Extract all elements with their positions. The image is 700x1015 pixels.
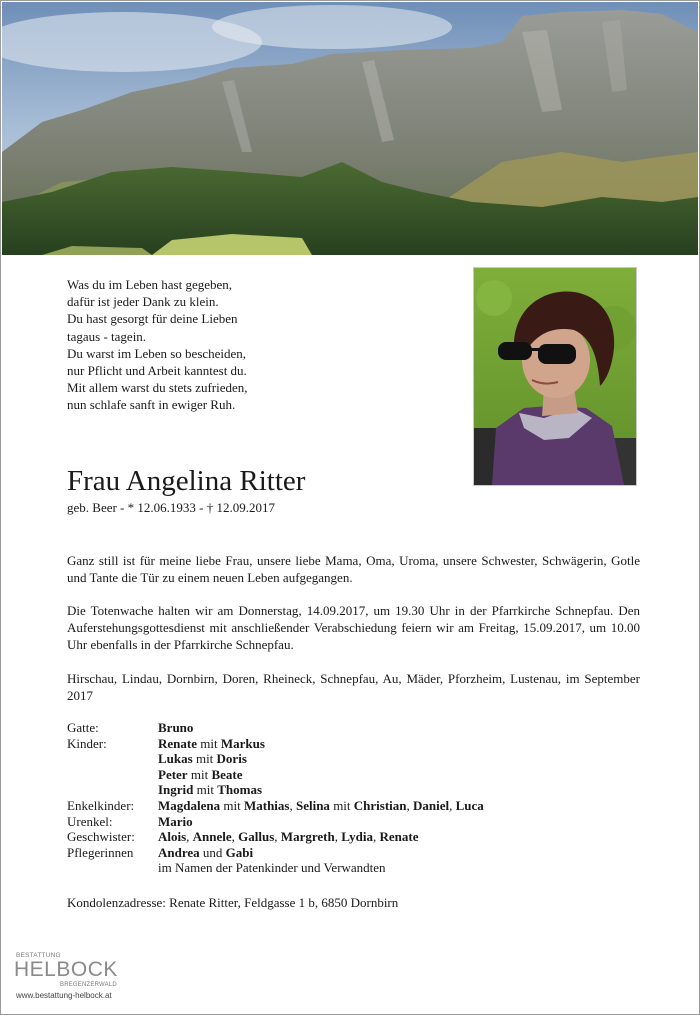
family-members xyxy=(158,720,193,736)
family-member-name: Gabi xyxy=(225,844,254,860)
family-connector: mit xyxy=(187,766,212,782)
family-relation-label: Gatte: xyxy=(67,720,99,735)
family-relation-label: Kinder: xyxy=(67,735,107,751)
family-member-name: Christian xyxy=(353,797,407,813)
family-relation-label xyxy=(67,751,158,767)
family-connector: , xyxy=(231,829,239,845)
family-relation-label: Pflegerinnen xyxy=(67,844,134,860)
family-member-name: Selina xyxy=(295,797,330,813)
family-member-name: Andrea xyxy=(158,844,200,860)
family-relation-label xyxy=(67,860,158,876)
family-connector: mit xyxy=(220,797,244,813)
family-row xyxy=(67,767,647,783)
funeral-home-logo xyxy=(14,952,118,1004)
family-members xyxy=(158,782,262,798)
family-connector: , xyxy=(289,797,296,813)
family-members xyxy=(158,845,253,861)
family-member-name: Margreth xyxy=(280,829,335,845)
poem-line: Du hast gesorgt für deine Lieben xyxy=(67,311,238,327)
family-row xyxy=(67,860,647,876)
poem xyxy=(67,276,447,414)
poem-line: Du warst im Leben so bescheiden, xyxy=(67,345,247,361)
family-connector: im Namen der Patenkinder und Verwandten xyxy=(158,860,386,876)
family-members xyxy=(158,798,484,814)
portrait-photo xyxy=(473,267,637,486)
family-member-name: Mario xyxy=(158,813,193,829)
family-member-name: Peter xyxy=(158,766,188,782)
family-connector: mit xyxy=(193,782,218,798)
family-members xyxy=(158,751,247,767)
poem-line: dafür ist jeder Dank zu klein. xyxy=(67,294,219,310)
logo-region: BREGENZERWALD xyxy=(60,982,117,988)
poem-line: Was du im Leben hast gegeben, xyxy=(67,277,233,292)
family-member-name: Lukas xyxy=(158,751,193,767)
family-relation-label xyxy=(67,782,158,798)
family-members xyxy=(158,736,265,752)
family-member-name: Doris xyxy=(216,751,247,767)
family-list xyxy=(67,720,647,876)
family-row xyxy=(67,782,647,798)
family-member-name: Ingrid xyxy=(158,782,194,798)
family-member-name: Daniel xyxy=(413,797,450,813)
family-member-name: Luca xyxy=(455,797,484,813)
family-relation-label: Geschwister: xyxy=(67,829,135,845)
family-member-name: Magdalena xyxy=(158,797,221,813)
family-member-name: Renate xyxy=(158,735,197,751)
family-members xyxy=(158,767,242,783)
deceased-dates: geb. Beer - * 12.06.1933 - † 12.09.2017 xyxy=(67,500,275,515)
family-member-name: Markus xyxy=(220,735,265,751)
logo-name: HELBOCK xyxy=(14,958,118,981)
poem-line: nun schlafe sanft in ewiger Ruh. xyxy=(67,397,236,413)
family-member-name: Gallus xyxy=(238,829,275,845)
deceased-name: Frau Angelina Ritter xyxy=(67,465,306,497)
locations-paragraph: Hirschau, Lindau, Dornbirn, Doren, Rheineck, Schnepfau, Au, Mäder, Pforzheim, Lustenau, im September 2017 xyxy=(67,671,640,704)
logo-tagline: BESTATTUNG xyxy=(16,952,61,959)
family-member-name: Renate xyxy=(379,829,419,845)
poem-line: Mit allem warst du stets zufrieden, xyxy=(67,380,248,396)
family-row xyxy=(67,798,647,814)
family-connector: , xyxy=(186,829,193,845)
family-row xyxy=(67,845,647,861)
poem-line: nur Pflicht und Arbeit kanntest du. xyxy=(67,363,247,379)
family-relation-label: Urenkel: xyxy=(67,813,113,829)
family-member-name: Thomas xyxy=(217,782,263,798)
family-member-name: Mathias xyxy=(243,797,290,813)
poem-line: tagaus - tagein. xyxy=(67,328,147,344)
family-relation-label: Enkelkinder: xyxy=(67,797,135,813)
family-member-name: Alois xyxy=(158,829,187,845)
family-connector: mit xyxy=(192,751,217,767)
family-member-name: Bruno xyxy=(158,720,194,735)
family-member-name: Beate xyxy=(211,766,243,782)
family-row xyxy=(67,814,647,830)
family-connector: mit xyxy=(329,797,354,813)
family-connector: , xyxy=(334,829,342,845)
service-paragraph: Die Totenwache halten wir am Donnerstag, 14.09.2017, um 19.30 Uhr in der Pfarrkirche Schnepfau. Den Auferstehungsgottesdienst mit anschließender Verabschiedung feiern wir am Freitag, 15.09.2017, um 10.00 Uhr ebenfalls in der Pfarrkirche Schnepfau. xyxy=(67,603,640,653)
family-row xyxy=(67,829,647,845)
family-row xyxy=(67,751,647,767)
family-row xyxy=(67,736,647,752)
family-connector: mit xyxy=(197,735,221,751)
logo-url[interactable]: www.bestattung-helbock.at xyxy=(16,991,112,1000)
family-connector: und xyxy=(199,844,226,860)
family-members xyxy=(158,814,193,830)
family-member-name: Annele xyxy=(192,829,232,845)
announcement-paragraph: Ganz still ist für meine liebe Frau, unsere liebe Mama, Oma, Uroma, unsere Schwester, Schwägerin, Gotle und Tante die Tür zu einem neuen Leben aufgegangen. xyxy=(67,553,640,586)
family-connector: , xyxy=(449,797,456,813)
family-connector: , xyxy=(274,829,281,845)
family-connector: , xyxy=(373,829,380,845)
family-member-name: Lydia xyxy=(341,829,373,845)
family-members xyxy=(158,829,419,845)
family-connector: , xyxy=(406,797,414,813)
condolence-address: Kondolenzadresse: Renate Ritter, Feldgasse 1 b, 6850 Dornbirn xyxy=(67,895,399,910)
family-members xyxy=(158,860,386,876)
family-row xyxy=(67,720,647,736)
family-relation-label xyxy=(67,767,158,783)
header-mountain-photo xyxy=(2,2,698,255)
